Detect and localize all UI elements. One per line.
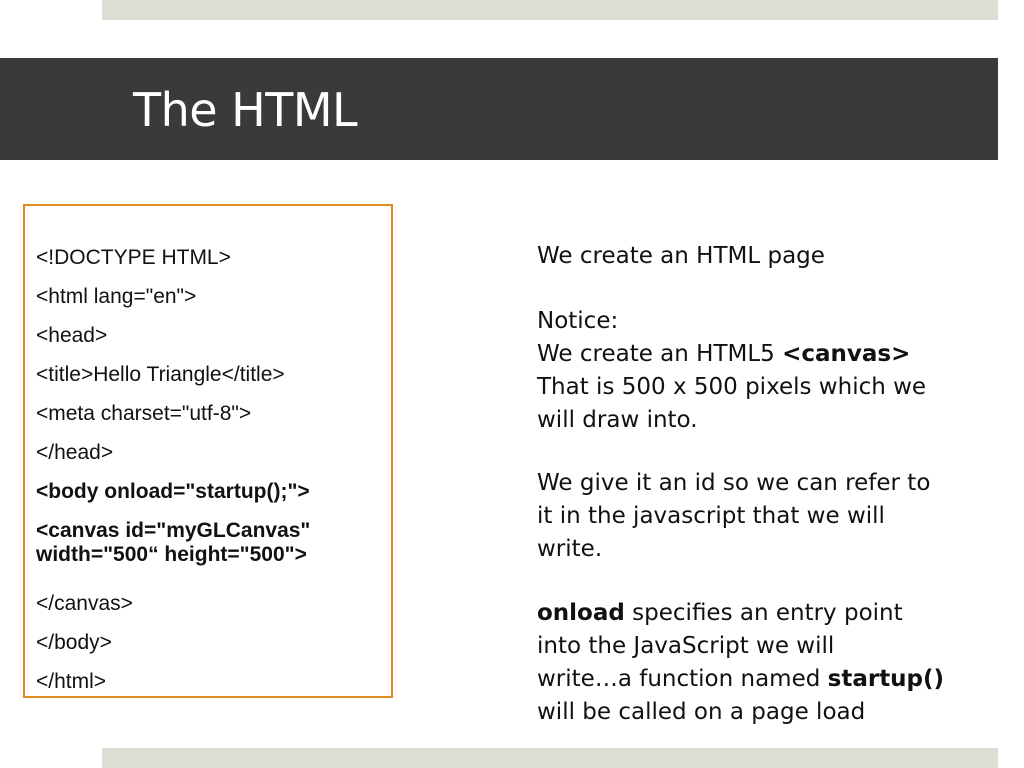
code-line-html-open: <html lang="en"> <box>36 285 197 308</box>
code-line-canvas-size: width="500“ height="500"> <box>36 543 307 566</box>
code-line-meta: <meta charset="utf-8"> <box>36 402 252 425</box>
notice-label: Notice: <box>537 308 619 334</box>
onload-sentence-line3 <box>537 663 997 696</box>
onload-line3-prefix: write…a function named <box>537 666 828 692</box>
canvas-sentence-line1 <box>537 338 997 371</box>
code-line-canvas-open: <canvas id="myGLCanvas" <box>36 519 311 542</box>
canvas-sentence-prefix: We create an HTML5 <box>537 341 783 367</box>
intro-text: We create an HTML page <box>537 243 825 269</box>
description-onload <box>537 597 997 729</box>
top-decorative-strip <box>102 0 998 20</box>
id-sentence-line1: We give it an id so we can refer to <box>537 470 931 496</box>
onload-sentence-line2: into the JavaScript we will <box>537 633 835 659</box>
startup-keyword: startup() <box>827 666 945 692</box>
onload-keyword: onload <box>537 600 625 626</box>
code-line-html-close: </html> <box>36 670 107 693</box>
code-line-body-close: </body> <box>36 631 112 654</box>
slide-title: The HTML <box>133 83 358 137</box>
id-sentence-line3: write. <box>537 536 603 562</box>
canvas-tag-keyword: <canvas> <box>782 341 911 367</box>
description-id <box>537 467 997 566</box>
code-line-head-close: </head> <box>36 441 114 464</box>
canvas-sentence-line2: That is 500 x 500 pixels which we <box>537 374 927 400</box>
canvas-sentence-line3: will draw into. <box>537 407 698 433</box>
bottom-decorative-strip <box>102 748 998 768</box>
id-sentence-line2: it in the javascript that we will <box>537 503 885 529</box>
code-line-body-open: <body onload="startup();"> <box>36 480 310 503</box>
code-line-title: <title>Hello Triangle</title> <box>36 363 285 386</box>
description-intro <box>537 240 997 273</box>
code-line-canvas-close: </canvas> <box>36 592 133 615</box>
onload-sentence-line1 <box>537 597 997 630</box>
description-notice <box>537 305 997 437</box>
code-line-head-open: <head> <box>36 324 108 347</box>
onload-sentence-line4: will be called on a page load <box>537 699 866 725</box>
code-line-doctype: <!DOCTYPE HTML> <box>36 246 231 269</box>
onload-line1-rest: specifies an entry point <box>624 600 903 626</box>
